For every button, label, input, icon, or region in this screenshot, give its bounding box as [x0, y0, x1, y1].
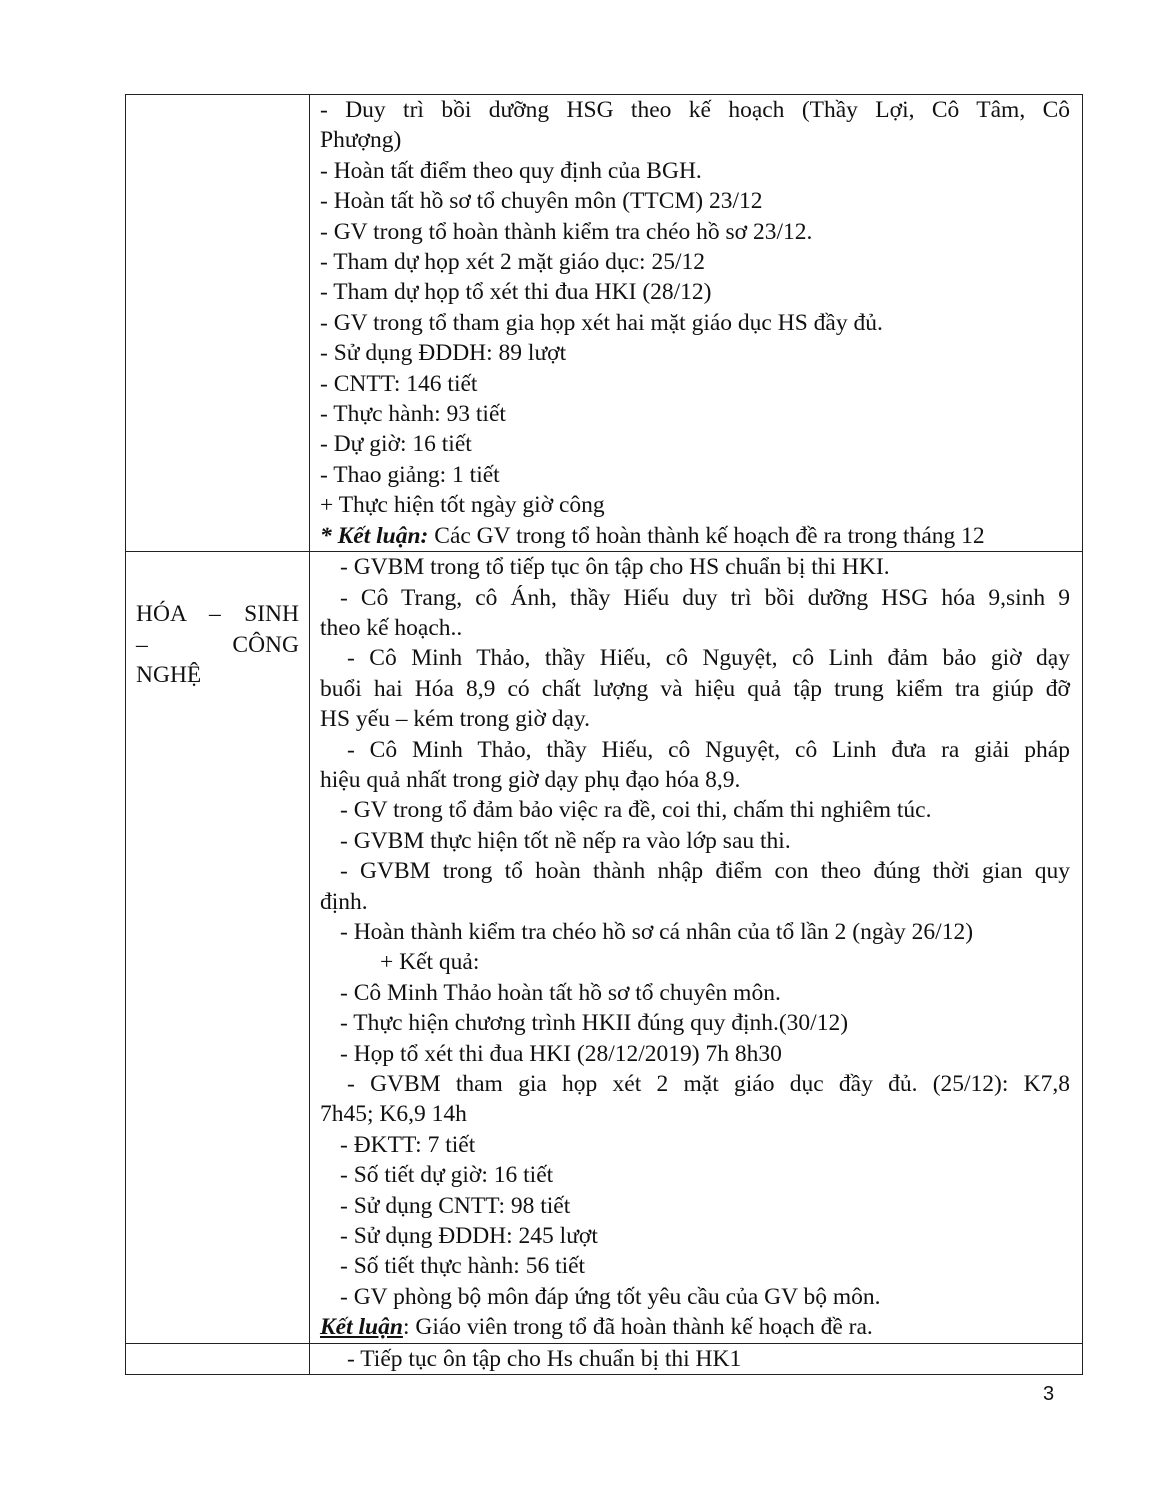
content-line: 7h45; K6,9 14h	[320, 1101, 467, 1128]
content-line: HS yếu – kém trong giờ dạy.	[320, 706, 591, 733]
content-line: - GVBM trong tổ tiếp tục ôn tập cho HS chuẩn bị thi HKI.	[340, 554, 890, 581]
content-line: - GV trong tổ đảm bảo việc ra đề, coi thi, chấm thi nghiêm túc.	[340, 797, 932, 824]
table-row	[126, 1343, 1083, 1374]
subject-line: – CÔNG	[136, 631, 299, 658]
content-line: buổi hai Hóa 8,9 có chất lượng và hiệu quả tập trung kiểm tra giúp đỡ	[320, 675, 1070, 702]
content-line: - Tham dự họp xét 2 mặt giáo dục: 25/12	[320, 249, 705, 276]
content-line: - Thao giảng: 1 tiết	[320, 461, 500, 488]
content-line: - GV trong tổ hoàn thành kiểm tra chéo hồ sơ 23/12.	[320, 218, 813, 245]
content-line: - CNTT: 146 tiết	[320, 370, 478, 397]
conclusion	[320, 521, 1070, 551]
content-line: hiệu quả nhất trong giờ dạy phụ đạo hóa 8,9.	[320, 766, 741, 793]
conclusion-text: Các GV trong tổ hoàn thành kế hoạch đề ra trong tháng 12	[428, 522, 985, 549]
content-line: + Kết quả:	[380, 949, 480, 976]
content-line: - Số tiết thực hành: 56 tiết	[340, 1253, 586, 1280]
content-line: - Sử dụng CNTT: 98 tiết	[340, 1192, 571, 1219]
content-line: - Duy trì bồi dưỡng HSG theo kế hoạch (Thầy Lợi, Cô Tâm, Cô	[320, 97, 1070, 123]
content-line: - Cô Minh Thảo, thầy Hiếu, cô Nguyệt, cô Linh đảm bảo giờ dạy	[347, 645, 1070, 672]
content-line: - Cô Trang, cô Ánh, thầy Hiếu duy trì bồi dưỡng HSG hóa 9,sinh 9	[340, 584, 1070, 611]
content-line: - Sử dụng ĐDDH: 245 lượt	[340, 1223, 598, 1250]
content-line: - Hoàn tất hồ sơ tổ chuyên môn (TTCM) 23/12	[320, 188, 763, 215]
subject-cell-empty	[126, 95, 310, 552]
content-line: - Thực hành: 93 tiết	[320, 401, 506, 428]
content-line: - Hoàn thành kiểm tra chéo hồ sơ cá nhân của tổ lần 2 (ngày 26/12)	[340, 918, 974, 945]
content-cell	[310, 1343, 1083, 1374]
content-line: - Dự giờ: 16 tiết	[320, 431, 472, 458]
content-line: - ĐKTT: 7 tiết	[340, 1131, 476, 1158]
page-number: 3	[1043, 1383, 1055, 1405]
content-line: - GVBM trong tổ hoàn thành nhập điểm con theo đúng thời gian quy	[340, 858, 1070, 885]
content-line: theo kế hoạch..	[320, 614, 463, 641]
content-line: - GVBM thực hiện tốt nề nếp ra vào lớp sau thi.	[340, 827, 791, 854]
content-line: Phượng)	[320, 127, 402, 154]
subject-cell	[126, 552, 310, 1344]
content-line: - Số tiết dự giờ: 16 tiết	[340, 1162, 554, 1189]
content-line: - GV phòng bộ môn đáp ứng tốt yêu cầu của GV bộ môn.	[340, 1283, 881, 1310]
content-line: - Tiếp tục ôn tập cho Hs chuẩn bị thi HK1	[347, 1345, 742, 1372]
table-row	[126, 552, 1083, 1344]
content-line: - GVBM tham gia họp xét 2 mặt giáo dục đầy đủ. (25/12): K7,8	[347, 1071, 1070, 1097]
content-line: - Sử dụng ĐDDH: 89 lượt	[320, 340, 567, 367]
content-line: + Thực hiện tốt ngày giờ công	[320, 492, 605, 519]
content-cell	[310, 95, 1083, 552]
conclusion-text: : Giáo viên trong tổ đã hoàn thành kế hoạch đề ra.	[402, 1314, 873, 1341]
content-line: - Tham dự họp tổ xét thi đua HKI (28/12)	[320, 279, 712, 306]
content-line: - Cô Minh Thảo, thầy Hiếu, cô Nguyệt, cô Linh đưa ra giải pháp	[347, 736, 1070, 763]
table-row	[126, 95, 1083, 552]
conclusion-label: Kết luận	[320, 1314, 403, 1341]
content-line: - Họp tổ xét thi đua HKI (28/12/2019) 7h 8h30	[340, 1040, 782, 1067]
content-line: - Cô Minh Thảo hoàn tất hồ sơ tổ chuyên môn.	[340, 979, 781, 1006]
conclusion	[320, 1312, 1070, 1342]
content-cell	[310, 552, 1083, 1344]
content-line: định.	[320, 888, 368, 915]
subject-cell-empty	[126, 1343, 310, 1374]
content-line: - Hoàn tất điểm theo quy định của BGH.	[320, 157, 702, 184]
subject-line: HÓA – SINH	[136, 601, 299, 628]
conclusion-label: * Kết luận:	[320, 522, 429, 549]
content-line: - Thực hiện chương trình HKII đúng quy định.(30/12)	[340, 1010, 849, 1037]
content-line: - GV trong tổ tham gia họp xét hai mặt giáo dục HS đầy đủ.	[320, 309, 883, 336]
subject-line: NGHỆ	[136, 661, 202, 688]
report-table	[125, 94, 1083, 1375]
